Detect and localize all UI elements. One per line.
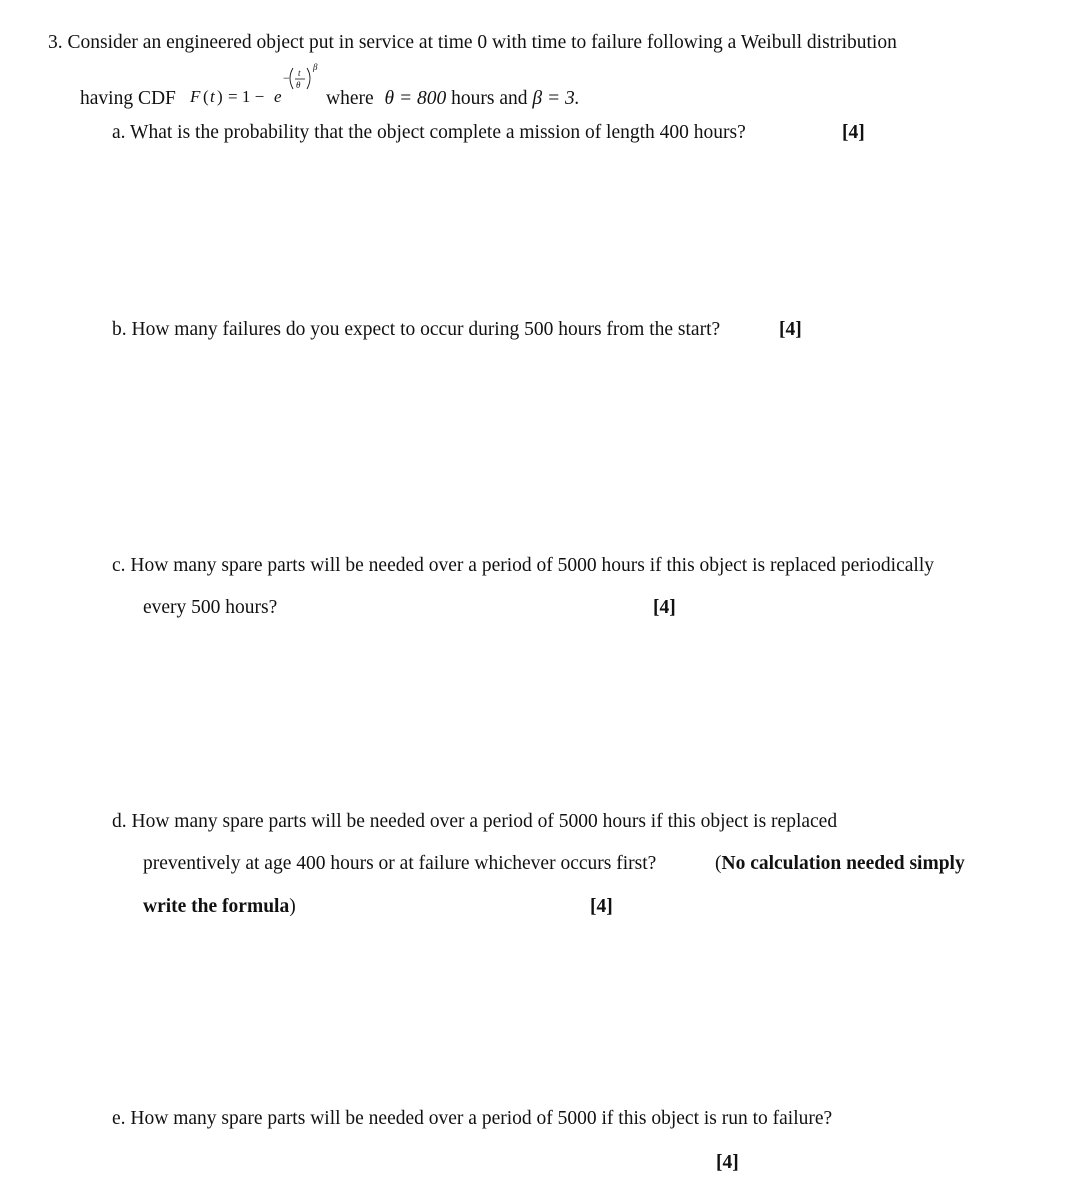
part-d-text-line2: preventively at age 400 hours or at failure whichever occurs first? bbox=[143, 853, 657, 874]
formula-paren-close: ) bbox=[217, 87, 223, 106]
part-d-marks: [4] bbox=[590, 896, 613, 917]
part-e-marks: [4] bbox=[716, 1152, 739, 1173]
part-d-paren-open: ( bbox=[715, 853, 722, 874]
part-c-text-line1: c. How many spare parts will be needed over a period of 5000 hours if this object is replaced periodically bbox=[112, 555, 934, 576]
formula-exp-paren-right bbox=[307, 68, 310, 89]
part-d-bold-note-cont: write the formula bbox=[143, 896, 290, 917]
formula-frac-num: t bbox=[298, 68, 301, 78]
formula-F: F bbox=[190, 87, 201, 106]
part-d-note-line2 bbox=[715, 854, 965, 874]
beta-value: = 3. bbox=[547, 88, 580, 109]
where-word: where bbox=[326, 88, 374, 109]
formula-exp-beta: β bbox=[313, 62, 318, 72]
formula-exp-paren-left bbox=[290, 68, 293, 89]
formula-frac-den: θ bbox=[296, 80, 301, 90]
beta-symbol: β bbox=[532, 88, 543, 109]
part-d-bold-note: No calculation needed simply bbox=[721, 853, 965, 874]
theta-value: = 800 bbox=[398, 88, 447, 109]
formula-e: e bbox=[274, 87, 282, 106]
hours-and: hours and bbox=[451, 88, 528, 109]
part-d-paren-close: ) bbox=[289, 896, 296, 917]
theta-symbol: θ bbox=[384, 88, 395, 109]
question-intro-line1: 3. Consider an engineered object put in service at time 0 with time to failure following a Weibull distribution bbox=[48, 32, 897, 53]
formula-t: t bbox=[210, 87, 215, 106]
part-d-note-line3 bbox=[143, 897, 296, 917]
part-b-marks: [4] bbox=[779, 319, 802, 340]
cdf-formula bbox=[190, 62, 322, 106]
part-e-text: e. How many spare parts will be needed over a period of 5000 if this object is run to failure? bbox=[112, 1108, 833, 1129]
part-a-marks: [4] bbox=[842, 122, 865, 143]
question-intro-having-cdf: having CDF bbox=[80, 88, 176, 109]
part-c-text-line2: every 500 hours? bbox=[143, 597, 278, 618]
formula-equals-one-minus: = 1 − bbox=[228, 87, 265, 106]
question-where-clause bbox=[326, 89, 580, 109]
part-b-text: b. How many failures do you expect to occur during 500 hours from the start? bbox=[112, 319, 721, 340]
part-c-marks: [4] bbox=[653, 597, 676, 618]
formula-exp-minus: − bbox=[283, 71, 290, 85]
part-a-text: a. What is the probability that the object complete a mission of length 400 hours? bbox=[112, 122, 746, 143]
part-d-text-line1: d. How many spare parts will be needed over a period of 5000 hours if this object is replaced bbox=[112, 811, 838, 832]
formula-paren-open: ( bbox=[203, 87, 209, 106]
